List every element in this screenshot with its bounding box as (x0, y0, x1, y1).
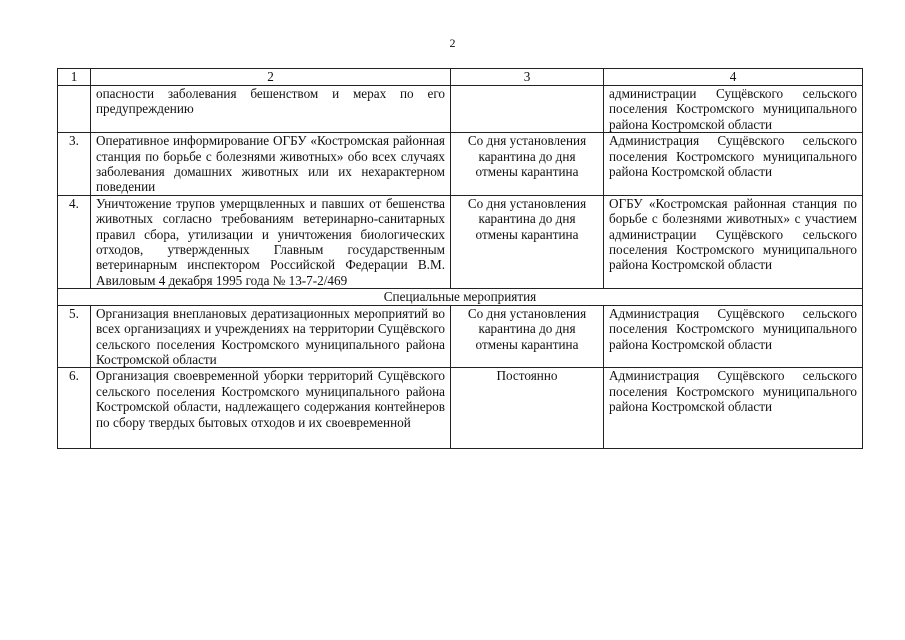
table-row (58, 133, 863, 196)
measure-cell: Уничтожение трупов умерщвленных и павших от бешенства животных согласно требованиям ветеринарно-санитарных правил сбора, утилизации и уничтожения биологических отходов, утвержденных Главным государственным ветеринарным инспектором Российской Федерации В.М. Авиловым 4 декабря 1995 года № 13-7-2/469 (91, 195, 451, 288)
page-number: 2 (449, 36, 456, 50)
row-number: 4. (58, 195, 91, 288)
row-number: 6. (58, 368, 91, 449)
column-header: 2 (91, 69, 451, 86)
responsible-cell: администрации Сущёвского сельского поселения Костромского муниципального района Костромской области (604, 86, 863, 133)
section-title: Специальные мероприятия (58, 289, 863, 305)
measure-cell: Организация внеплановых дератизационных мероприятий во всех организациях и учреждениях на территории Сущёвского сельского поселения Костромского муниципального района Костромской области (91, 305, 451, 368)
responsible-cell: Администрация Сущёвского сельского поселения Костромского муниципального района Костромской области (604, 305, 863, 368)
column-header: 4 (604, 69, 863, 86)
column-header: 1 (58, 69, 91, 86)
term-cell: Постоянно (451, 368, 604, 449)
table-row (58, 368, 863, 449)
column-header: 3 (451, 69, 604, 86)
term-cell: Со дня установления карантина до дня отмены карантина (451, 305, 604, 368)
section-row (58, 289, 863, 305)
table-row (58, 86, 863, 133)
term-cell (451, 86, 604, 133)
term-cell: Со дня установления карантина до дня отмены карантина (451, 133, 604, 196)
row-number (58, 86, 91, 133)
table-row (58, 195, 863, 288)
term-cell: Со дня установления карантина до дня отмены карантина (451, 195, 604, 288)
measure-cell: Оперативное информирование ОГБУ «Костромская районная станция по борьбе с болезнями животных» обо всех случаях заболевания домашних животных или их нехарактерном поведении (91, 133, 451, 196)
row-number: 3. (58, 133, 91, 196)
responsible-cell: ОГБУ «Костромская районная станция по борьбе с болезнями животных» с участием администрации Сущёвского сельского поселения Костромского муниципального района Костромской области (604, 195, 863, 288)
measures-table (57, 68, 863, 449)
measure-cell: Организация своевременной уборки территорий Сущёвского сельского поселения Костромского муниципального района Костромской области, надлежащего содержания контейнеров по сбору твердых бытовых отходов и их своевременной (96, 368, 445, 430)
responsible-cell: Администрация Сущёвского сельского поселения Костромского муниципального района Костромской области (604, 368, 863, 449)
row-number: 5. (58, 305, 91, 368)
responsible-cell: Администрация Сущёвского сельского поселения Костромского муниципального района Костромской области (604, 133, 863, 196)
table-header-row (58, 69, 863, 86)
measure-cell: опасности заболевания бешенством и мерах по его предупреждению (91, 86, 451, 133)
table-row (58, 305, 863, 368)
